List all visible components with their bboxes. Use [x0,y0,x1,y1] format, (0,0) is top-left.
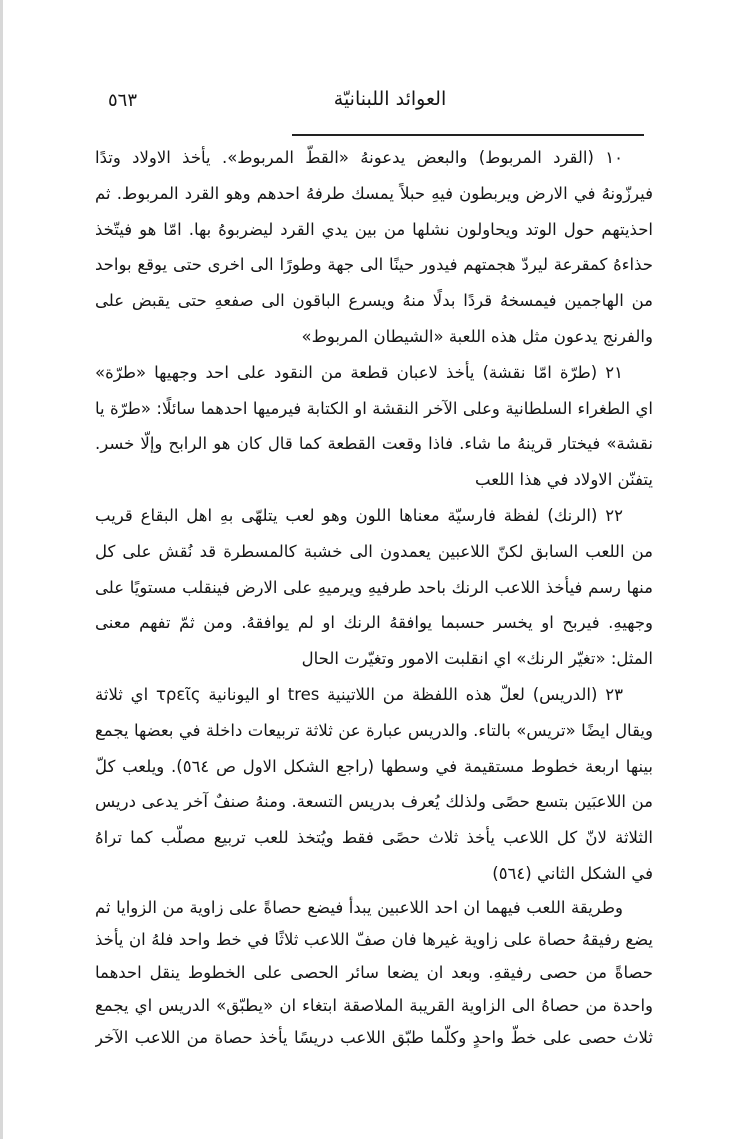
text-line: ٢١ (طرّة امّا نقشة) يأخذ لاعبان قطعة من النقود على احد وجهيها «طرّة» [95,362,623,382]
text-line: فيرزّونهُ في الارض ويربطون فيهِ حبلاً يمسك طرفهُ احدهم وهو القرد المربوط. ثم [95,183,653,203]
text-line: من اللاعبَين بتسع حصًى ولذلك يُعرف بدريس التسعة. ومنهُ صنفٌ آخر يدعى دريس [95,792,653,812]
text-line: الثلاثة لانّ كل اللاعب يأخذ ثلاث حصًى فقط ويُتخذ للعب تربيع مصلّب كما تراهُ [95,828,653,848]
text-line: ١٠ (القرد المربوط) والبعض يدعونهُ «القطّ المربوط». يأخذ الاولاد وتدًا [95,148,623,167]
text-line: منها رسم فيأخذ اللاعب الرنك باحد طرفيهِ ويرميهِ على الارض فينقلب مستويًا على [95,577,653,597]
text-line: ويقال ايضًا «تريس» بالتاء. والدريس عبارة عن ثلاثة تربيعات داخلة في بعضها يجمع [95,720,653,740]
text-line: اي الطغراء السلطانية وعلى الآخر النقشة او الكتابة فيرميها احدهما سائلًا: «طرّة يا [95,398,653,418]
text-line: نقشة» فيختار قرينهُ ما شاء. فاذا وقعت القطعة كما قال كان هو الرابح وإلّا خسر. [95,434,653,454]
text-line: والفرنج يدعون مثل هذه اللعبة «الشيطان المربوط» [301,326,653,346]
running-title: العوائد اللبنانيّة [333,88,447,110]
text-line: من الهاجمين فيمسخهُ قردًا بدلًا منهُ ويسرع الباقون الى صفعهِ حتى يقبض على [95,291,653,311]
scan-edge [0,0,3,1139]
text-line: في الشكل الثاني (٥٦٤) [492,863,653,883]
text-line: يضع رفيقهُ حصاة على زاوية غيرها فان صفّ اللاعب ثلاثًا في خط واحد فلهُ ان يأخذ [95,930,653,950]
text-line: وجهيهِ. فيربح او يخسر حسبما يوافقهُ الرنك او لم يوافقهُ. ومن ثمّ تفهم معنى [95,613,653,633]
text-line: وطريقة اللعب فيهما ان احد اللاعبين يبدأ فيضع حصاةً على زاوية من الزوايا ثم [95,897,623,917]
page-number: ٥٦٣ [108,90,138,111]
text-line: ٢٣ (الدريس) لعلّ هذه اللفظة من اللاتينية tres او اليونانية τρεῖς اي ثلاثة [95,684,623,704]
page-body [95,140,653,1055]
text-line: بينها اربعة خطوط مستقيمة في وسطها (راجع الشكل الاول ص ٥٦٤). ويلعب كلّ [95,756,653,776]
text-line: يتفنّن الاولاد في هذا اللعب [475,470,653,490]
text-line: حذاءهُ كمقرعة ليردّ هجمتهم فيدور حينًا الى جهة وطورًا الى اخرى حتى يوقع بواحد [95,255,653,275]
text-line: من اللعب السابق لكنّ اللاعبين يعمدون الى خشبة كالمسطرة قد نُقش على كل [95,541,653,561]
text-line: ثلاث حصى على خطّ واحدٍ وكلّما طبّق اللاعب دريسًا يأخذ حصاة من اللاعب الآخر [95,1028,653,1048]
header-rule [292,134,644,136]
text-line: حصاةً من حصى رفيقهِ. وبعد ان يضعا سائر الحصى على الخطوط ينقل احدهما [95,962,653,982]
text-line: واحدة من حصاهُ الى الزاوية القريبة الملاصقة ابتغاء ان «يطبّق» الدريس اي يجمع [95,995,653,1015]
text-line: احذيتهم حول الوتد ويحاولون نشلها من بين يدي القرد ليضربوهُ بها. امّا هو فيتّخذ [95,219,653,239]
text-line: ٢٢ (الرنك) لفظة فارسيّة معناها اللون وهو لعب يتلهّى بهِ اهل البقاع قريب [95,505,623,525]
text-line: المثل: «تغيّر الرنك» اي انقلبت الامور وتغيّرت الحال [301,649,653,669]
